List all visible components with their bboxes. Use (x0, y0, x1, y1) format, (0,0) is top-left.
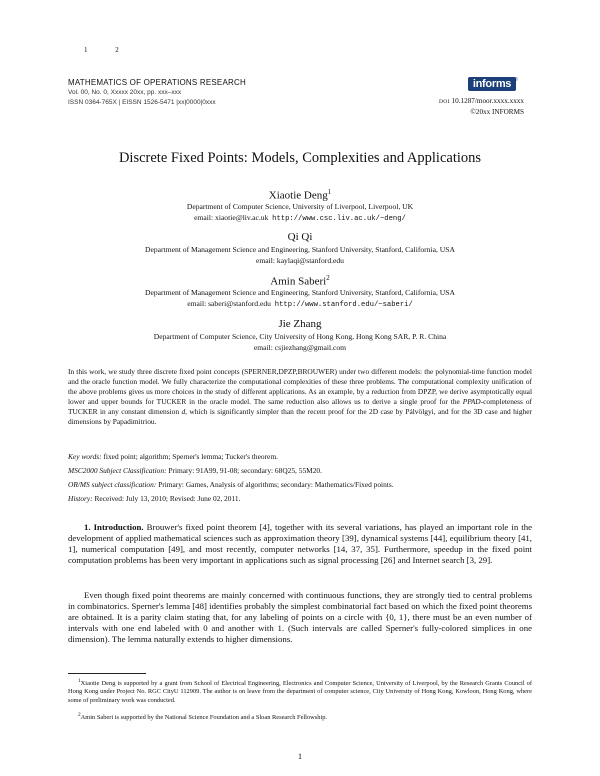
author-footnote-mark: 2 (326, 274, 330, 282)
history-label: History: (68, 494, 93, 503)
author-contact (0, 299, 600, 309)
journal-name: MATHEMATICS OF OPERATIONS RESEARCH (68, 78, 246, 87)
doi-prefix: DOI (439, 99, 450, 105)
author-name (0, 188, 600, 202)
msc-label: MSC2000 Subject Classification: (68, 466, 167, 475)
author-affiliation: Department of Computer Science, University of Liverpool, Liverpool, UK (186, 202, 414, 211)
email-label: email: (187, 299, 207, 308)
paper-title: Discrete Fixed Points: Models, Complexities and Applications (118, 150, 482, 166)
email-label: email: (256, 256, 275, 265)
author-contact (0, 343, 600, 352)
keywords (68, 452, 532, 461)
keywords-label: Key words: (68, 452, 102, 461)
abstract-text: PPAD (462, 397, 481, 406)
abstract-text: d (181, 407, 186, 416)
abstract-text: -completeness of TUCKER in any constant dimension (68, 397, 532, 416)
abstract-text: , which is significantly simpler than the recent proof for the 2D case by Pálvölgyi, and for the 3D case and higher dimensions by Papadimitriou. (68, 407, 532, 426)
author-contact (0, 213, 600, 223)
author-affiliation: Department of Management Science and Engineering, Stanford University, Stanford, California, USA (145, 245, 455, 254)
homepage-link[interactable]: http://www.csc.liv.ac.uk/~deng/ (272, 215, 406, 223)
paragraph-text: Brouwer's fixed point theorem [4], together with its several variations, has played an important role in the development of applied mathematical sciences such as approximation theory [39], dynamical systems [44], equilibrium theory [41, 1], numerical computation [49], and most recently, computer networks [14, 37, 35]. Furthermore, speedup in the fixed point computation problems has been very important in applications such as signal processing [26] and Internet search [3, 29]. (68, 522, 533, 565)
keywords-value: fixed point; algorithm; Sperner's lemma; Tucker's theorem. (103, 452, 278, 461)
footnote-mark: 2 (78, 712, 81, 718)
section-heading: 1. Introduction. (84, 522, 144, 532)
footnote-mark: 1 (78, 678, 81, 684)
registered-mark: ® (514, 77, 518, 83)
email-label: email: (194, 213, 214, 222)
abstract (68, 367, 532, 427)
author-affiliation: Department of Computer Science, City University of Hong Kong, Hong Kong SAR, P. R. China (153, 332, 447, 341)
intro-paragraph: Even though fixed point theorems are mainly concerned with continuous functions, they are strongly tied to central problems in combinatorics. Sperner's lemma [48] identifies probably the simplest combinatorial fact based on which the fixed point theorems are obtained. It is a parity claim stating that, for any labeling of points on a circle with {0, 1}, there must be an even number of intervals with one end labeled with 0 and another with 1. (Such intervals are called Sperner's fully-colored simplices in one dimension). The lemma naturally extends to higher dimensions. (68, 590, 532, 644)
footnote (68, 711, 532, 722)
footnote-mark: 1 (84, 46, 88, 54)
copyright: ©20xx INFORMS (470, 108, 524, 116)
top-footnote-marks (84, 46, 145, 54)
page-number: 1 (297, 751, 303, 761)
footnote-mark: 2 (115, 46, 119, 54)
msc-classification (68, 466, 532, 475)
abstract-text: In this work, we study three discrete fixed point concepts (SPERNER,DPZP,BROUWER) under two different models: the polynomial-time function model and the oracle function model. We fully characterize the computational complexities of these three problems. The computational complexity unification of the above problems gives us more choices in the study of different applications. As an example, by a reduction from DPZP, we derive asymptotically equal lower and upper bounds for TUCKER in the oracle model. The same reduction also allows us to derive a single proof for the (68, 367, 532, 406)
author-name (0, 274, 600, 288)
footnote-rule (68, 673, 146, 674)
orms-classification (68, 480, 532, 489)
journal-issn: ISSN 0364-765X | EISSN 1526-5471 |xx|0000|0xxx (68, 99, 216, 106)
homepage-link[interactable]: http://www.stanford.edu/~saberi/ (274, 301, 413, 309)
author-affiliation: Department of Management Science and Engineering, Stanford University, Stanford, California, USA (145, 288, 455, 297)
footnote-text: Xiaotie Deng is supported by a grant from School of Electrical Engineering, Electronics and Computer Science, University of Liverpool, by the Research Grants Council of Hong Kong under Project No. RGC CityU 112909. The author is on leave from the department of computer science, City University of Hong Kong, Kowloon, Hong Kong, where some of preliminary work was conducted. (68, 680, 532, 704)
informs-logo: informs (468, 77, 516, 91)
author-footnote-mark: 1 (327, 188, 332, 196)
email[interactable]: csjiezhang@gmail.com (274, 343, 347, 352)
orms-label: OR/MS subject classification: (68, 480, 157, 489)
author-name: Qi Qi (287, 231, 313, 243)
author-name: Jie Zhang (278, 318, 322, 330)
doi-value: 10.1287/moor.xxxx.xxxx (451, 97, 524, 105)
orms-value: Primary: Games, Analysis of algorithms; secondary: Mathematics/Fixed points. (158, 480, 394, 489)
footnote (68, 677, 532, 705)
journal-volume: Vol. 00, No. 0, Xxxxx 20xx, pp. xxx–xxx (68, 89, 182, 96)
intro-paragraph (68, 522, 532, 566)
email[interactable]: saberi@stanford.edu (208, 299, 271, 308)
doi (439, 97, 524, 105)
history (68, 494, 532, 503)
author-name-text: Amin Saberi (270, 275, 327, 288)
author-contact (0, 256, 600, 265)
email[interactable]: kaylaqi@stanford.edu (276, 256, 344, 265)
email[interactable]: xiaotie@liv.ac.uk (215, 213, 269, 222)
footnote-text: Amin Saberi is supported by the National Science Foundation and a Sloan Research Fellowship. (80, 714, 328, 722)
email-label: email: (253, 343, 273, 352)
history-value: Received: July 13, 2010; Revised: June 02, 2011. (94, 494, 241, 503)
author-name-text: Xiaotie Deng (268, 189, 328, 202)
msc-value: Primary: 91A99, 91-08; secondary: 68Q25, 55M20. (168, 466, 322, 475)
